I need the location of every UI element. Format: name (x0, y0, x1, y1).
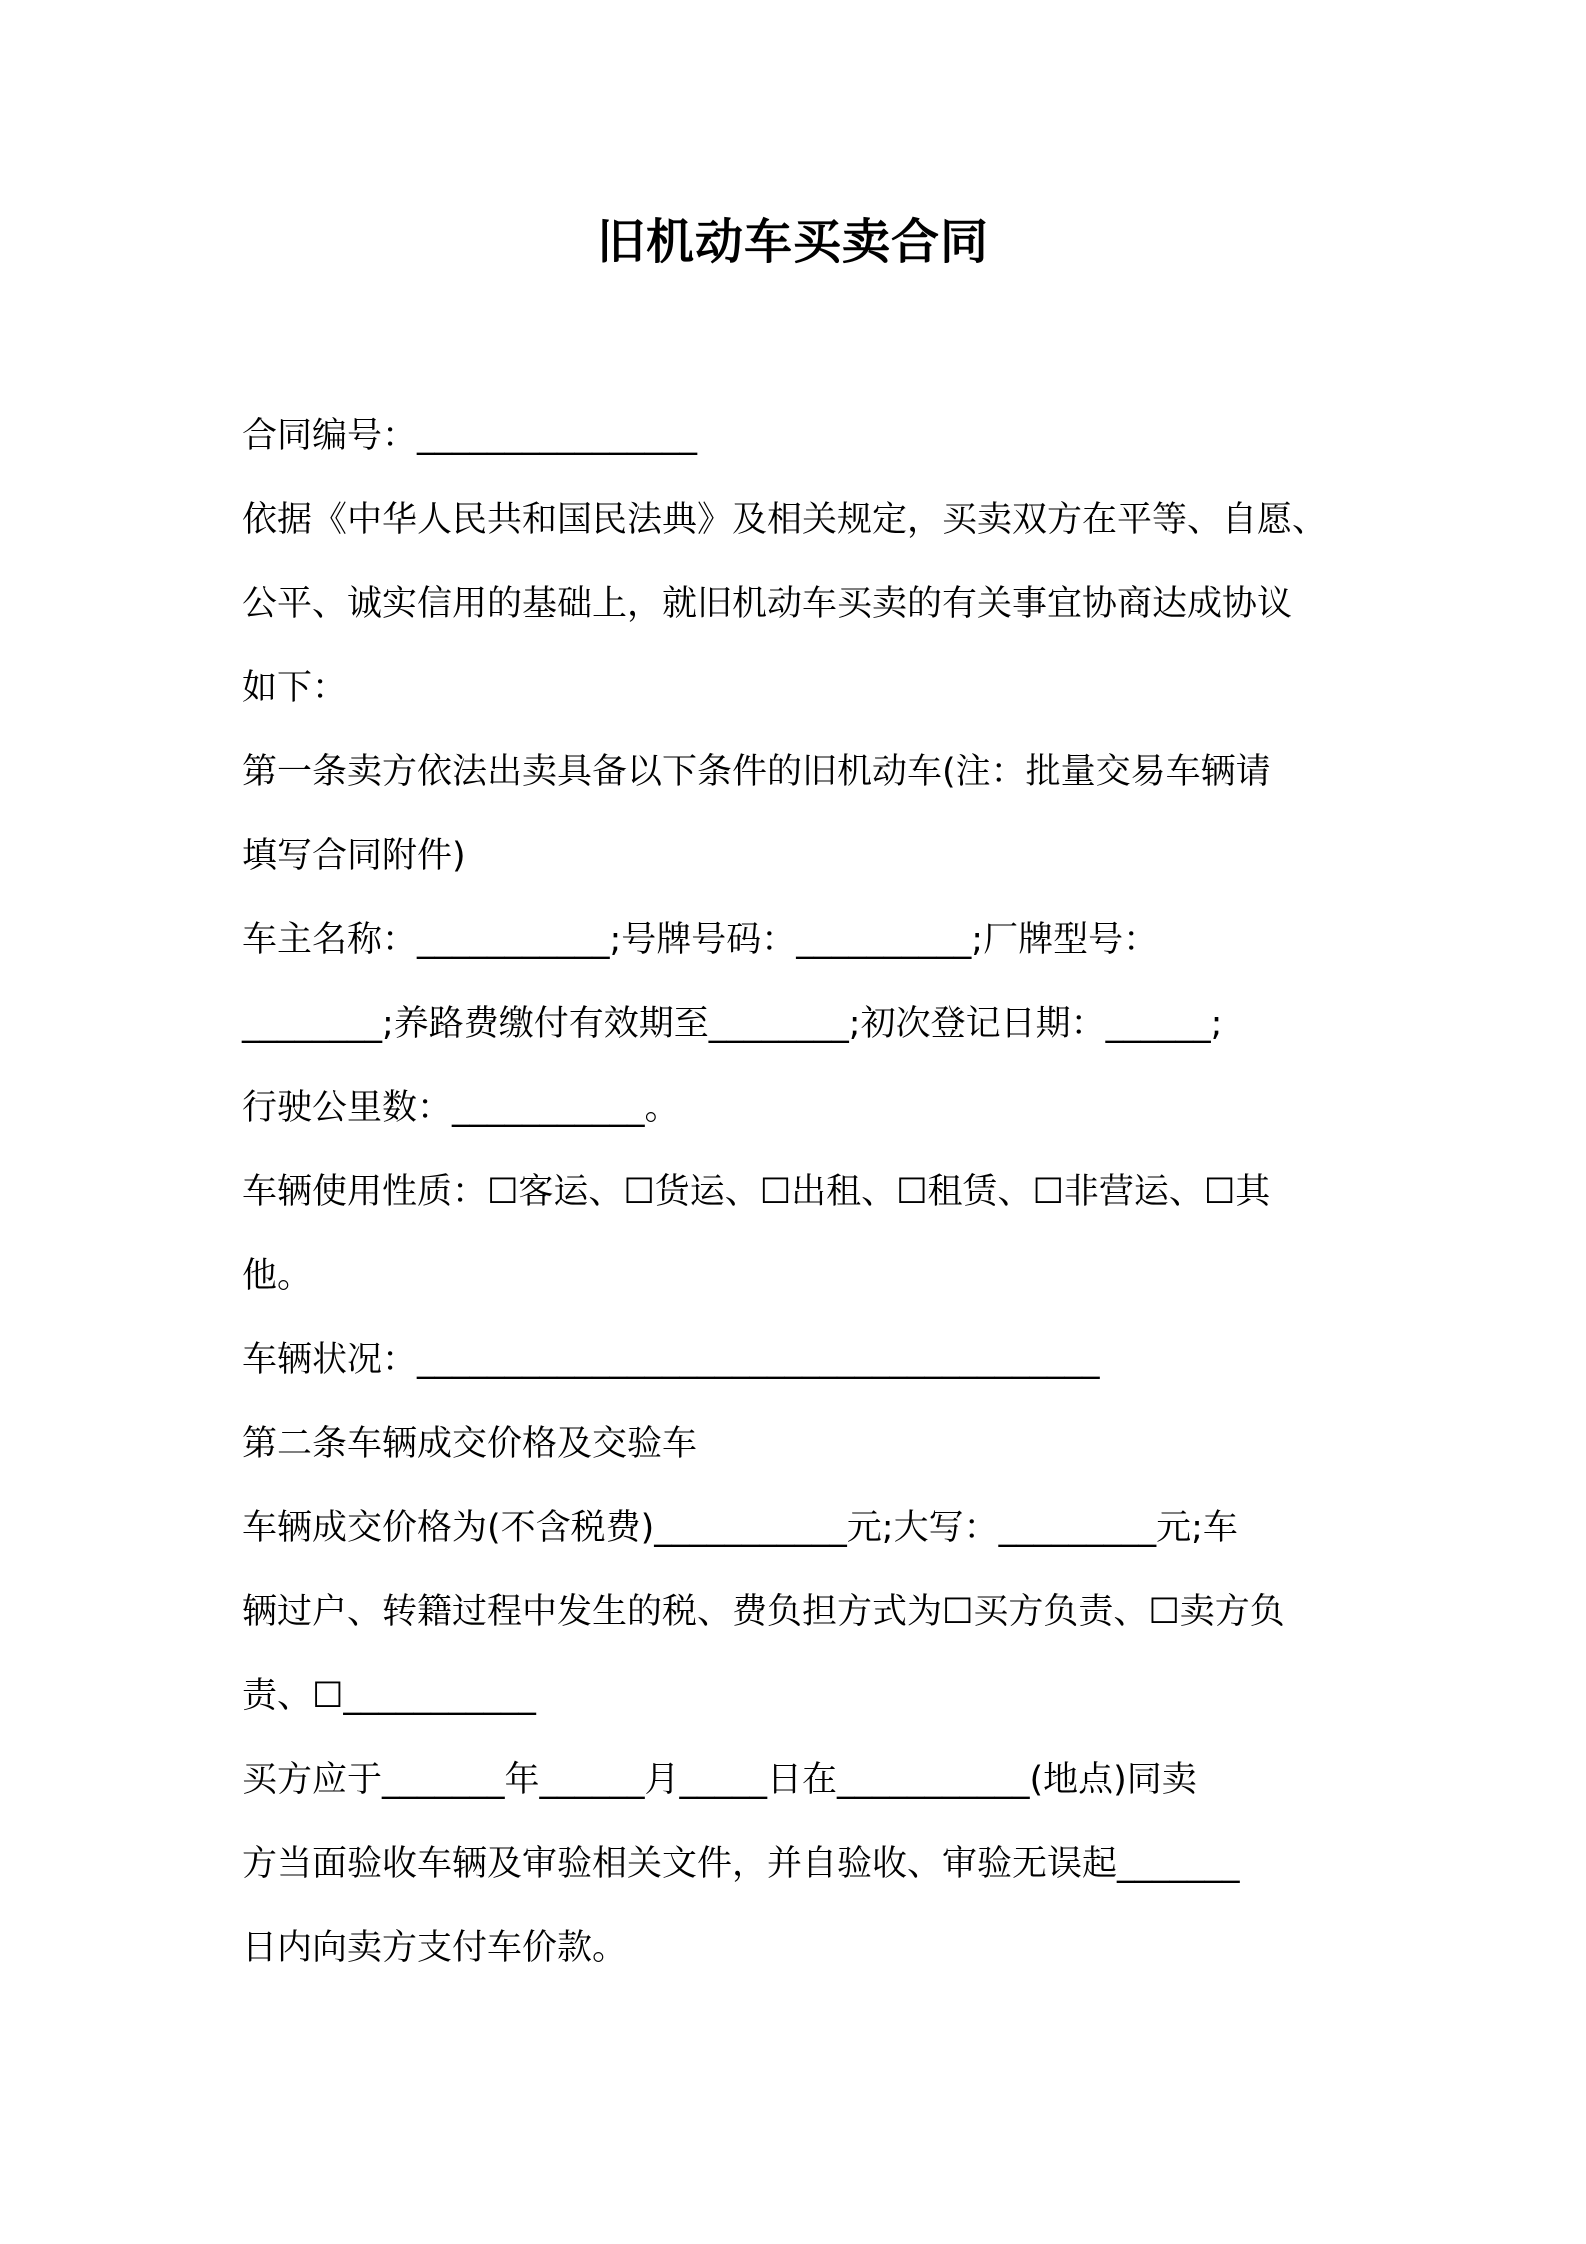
mileage-line: 行驶公里数：___________。 (242, 1088, 680, 1128)
road-fee-registration-line: ________;养路费缴付有效期至________;初次登记日期：______; (242, 1004, 1223, 1044)
vehicle-condition-line: 车辆状况：_______________________________________ (242, 1340, 1100, 1380)
vehicle-usage-line-1: 车辆使用性质：☐客运、☐货运、☐出租、☐租赁、☐非营运、☐其 (242, 1172, 1271, 1212)
preamble-line-3: 如下： (242, 668, 348, 708)
price-line-1: 车辆成交价格为(不含税费)___________元;大写：_________元;车 (242, 1508, 1238, 1548)
article-1-heading-line-1: 第一条卖方依法出卖具备以下条件的旧机动车(注：批量交易车辆请 (242, 752, 1271, 792)
inspection-line-2: 方当面验收车辆及审验相关文件，并自验收、审验无误起_______ (242, 1844, 1240, 1884)
price-line-3: 责、☐___________ (242, 1676, 536, 1716)
document-title: 旧机动车买卖合同 (596, 214, 989, 270)
vehicle-owner-line: 车主名称：___________;号牌号码：__________;厂牌型号： (242, 920, 1159, 960)
price-line-2: 辆过户、转籍过程中发生的税、费负担方式为☐买方负责、☐卖方负 (242, 1592, 1285, 1632)
article-1-heading-line-2: 填写合同附件) (242, 836, 466, 876)
inspection-line-3: 日内向卖方支付车价款。 (242, 1928, 628, 1968)
inspection-line-1: 买方应于_______年______月_____日在___________(地点)同卖 (242, 1760, 1197, 1800)
vehicle-usage-line-2: 他。 (242, 1256, 313, 1296)
contract-number-line: 合同编号：________________ (242, 416, 698, 456)
preamble-line-1: 依据《中华人民共和国民法典》及相关规定，买卖双方在平等、自愿、 (242, 500, 1328, 540)
article-2-heading: 第二条车辆成交价格及交验车 (242, 1424, 698, 1464)
preamble-line-2: 公平、诚实信用的基础上，就旧机动车买卖的有关事宜协商达成协议 (242, 584, 1293, 624)
